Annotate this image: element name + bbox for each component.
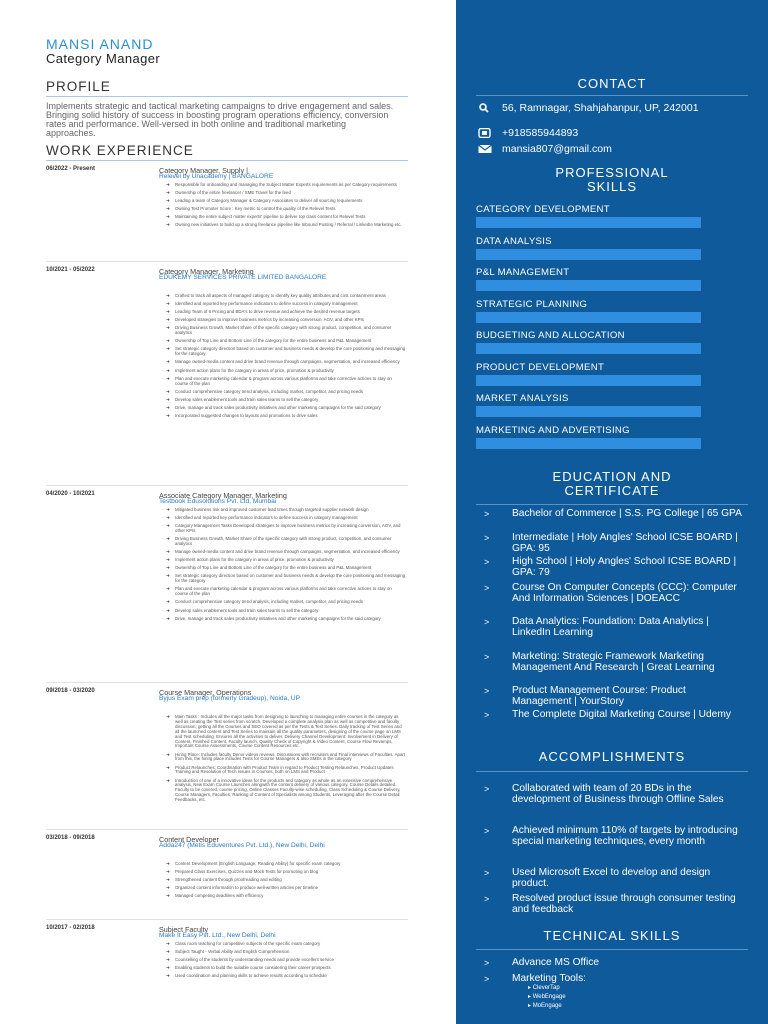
bullet-arrow-icon: ➜ [166, 375, 170, 381]
education-text: High School | Holy Angles' School ICSE BOARD | GPA: 79 [512, 556, 737, 578]
bullet-text: Maintaining the entire subject matter experts' pipeline to deliver top class content for Relevel Tests [175, 214, 366, 220]
bullet-text: Prepared Class Exercises, Quizzes and Mock Tests for promoting on blog [175, 869, 319, 875]
bullet-text: Set strategic category direction based on customer and business needs & develop the core positioning and messaging for the category [175, 573, 406, 584]
bullet-text: Identified and reported key performance indicators to define success in category management [175, 301, 358, 307]
job-bullets [166, 294, 406, 422]
job-bullets [166, 508, 406, 625]
bullet-text: Mitigated business risk and improved customer lead times through targeted supplier network design [175, 507, 369, 512]
chevron-right-icon: > [484, 557, 490, 567]
bullet-text: Category Management Tasks Developed strategies to improve business metrics by increasing conversion, AOV, and other KPIs [175, 523, 401, 534]
bullet-arrow-icon: ➜ [166, 549, 170, 555]
phone-text[interactable]: +918585944893 [502, 127, 579, 139]
bullet-text: Develop sales enablement tools and train sales teams to sell the category [175, 607, 319, 613]
marketing-tool-text: CleverTap [532, 985, 560, 991]
skill-bar-fill [476, 217, 701, 228]
education-text: Marketing: Strategic Framework Marketing Management And Research | Great Learning [512, 651, 715, 673]
job-separator [46, 682, 408, 683]
job-bullet [166, 414, 406, 419]
skill-label: MARKETING AND ADVERTISING [476, 424, 630, 436]
accomplishment-text: Used Microsoft Excel to develop and design product. [512, 867, 711, 889]
job-bullet [166, 302, 406, 307]
bullet-arrow-icon: ➜ [166, 182, 170, 187]
skill-bar-fill [476, 406, 701, 417]
bullet-arrow-icon: ➜ [166, 412, 170, 418]
job-separator [46, 919, 408, 920]
bullet-text: Drive, manage and track sales productivity initiatives and other marketing campaigns for the said category [175, 404, 381, 410]
education-text: Course On Computer Concepts (CCC): Computer And Information Sciences | DOEACC [512, 582, 737, 604]
bullet-text: Main Tasks : Includes all the major tasks from designing to launching to managing entire courses in the category as well as creating the Test series from scratch. Developed a complete analysis plan as well as competitive and faculty discussion; getting all the Courses and SEO covered as per the Tests & Test Series. Daily tracking of Test Series and all the launched content and Test Series to maintain all the quality parameters, designing of the course page on LMS and Test scheduling. Ensures all the activities to deliver. Delivery Channel Development: Involvement in Delivery of Content, Finished Content, Faculty launch, Quality Check of Copyright & Video Content, Course Flow Revamps, Important Course Assessments, Course Content Resources etc. [175, 714, 402, 749]
job-bullet [166, 942, 406, 947]
sidebar [456, 0, 768, 1024]
skill-label: P&L MANAGEMENT [476, 267, 570, 278]
bullet-text: Content Development (English Language, Reading Ability) for specific exam category [175, 861, 341, 866]
chevron-right-icon: > [484, 784, 490, 794]
bullet-arrow-icon: ➜ [166, 764, 170, 770]
bullet-text: Used coordination and planning skills to achieve results according to schedule [175, 973, 327, 979]
technical-skill-text: Marketing Tools: [512, 973, 586, 984]
accomplishment-text: Resolved product issue through consumer testing and feedback [512, 893, 736, 915]
job-bullet [166, 609, 406, 614]
bullet-arrow-icon: ➜ [166, 367, 170, 373]
contact-heading: CONTACT [577, 76, 647, 91]
bullet-text: Leading a team of Category Manager & Category Associates to deliver all sourcing requirements [175, 198, 363, 204]
bullet-arrow-icon: ➜ [166, 714, 170, 719]
skill-bar-track [476, 217, 701, 228]
job-company: Relevel by Unacademy | BANGALORE [159, 173, 274, 180]
job-bullet [166, 862, 406, 867]
bullet-text: Ownership of the entire freelancer / SME Travel for the feed [175, 190, 291, 196]
job-bullet [166, 326, 406, 336]
skill-bar-fill [476, 438, 701, 449]
bullet-text: Leading Team of 6 Pricing and BDA's to drive revenue and achieve the desired revenue targets [175, 309, 360, 315]
bullet-text: Organized content information to produce well-written articles per timeline [175, 885, 319, 891]
bullet-arrow-icon: ➜ [166, 607, 170, 613]
technical-skills-heading: TECHNICAL SKILLS [543, 928, 681, 943]
job-bullet [166, 508, 406, 513]
bullet-arrow-icon: ➜ [166, 214, 170, 220]
bullet-text: Implement action plans for the category in areas of price, promotion & productivity [175, 367, 334, 373]
technical-skills-divider [476, 949, 748, 950]
bullet-arrow-icon: ➜ [166, 861, 170, 866]
bullet-arrow-icon: ➜ [166, 893, 170, 899]
education-heading [456, 470, 768, 498]
job-bullet [166, 870, 406, 875]
bullet-text: Manage owned-media content and drive brand revenue through campaigns, segmentation, and increased efficiency [175, 359, 400, 365]
bullet-arrow-icon: ➜ [166, 346, 170, 352]
job-title: Category Manager, Supply | [159, 166, 248, 175]
job-bullet [166, 779, 406, 804]
bullet-text: Introduction of one of a innovative ideas for the products and category as whole as an extensive comprehensive analysis, New Exam Course Launches alongwith the content delivery of various category. Course Details detailed. Faculty to be covered, course pricing, Online Classes Faculty-wise scheduling, Class Scheduling & Course Delivery, Course Managers, Faculties, Ranking of Content of Specialists among Students, Leveraging after the Course Detail Feedbacks, etc. [175, 777, 401, 803]
bullet-dot-icon: ▸ [528, 1003, 533, 1009]
job-bullet [166, 398, 406, 403]
bullet-arrow-icon: ➜ [166, 573, 170, 579]
job-company: EDUKEMY SERVICES PRIVATE LIMITED BANGALORE [159, 274, 327, 281]
job-bullet [166, 183, 406, 188]
bullet-text: Class room teaching for competitive subjects of the specific exam category [175, 941, 321, 946]
job-title: Course Manager, Operations [159, 688, 252, 697]
job-bullet [166, 715, 406, 749]
bullet-text: Set strategic category direction based on customer and business needs & develop the core positioning and messaging for the category [175, 346, 406, 357]
job-bullet [166, 550, 406, 555]
job-bullet [166, 537, 406, 547]
skill-bar-track [476, 343, 701, 354]
candidate-role: Category Manager [46, 51, 161, 66]
bullet-arrow-icon: ➜ [166, 359, 170, 365]
job-title: Subject Faculty [159, 925, 209, 934]
chevron-right-icon: > [484, 533, 490, 543]
job-bullet [166, 574, 406, 584]
bullet-text: Conduct comprehensive category trend analysis, including market, competitor, and pricing needs [175, 388, 363, 394]
chevron-right-icon: > [484, 583, 490, 593]
job-bullet [166, 347, 406, 357]
job-bullet [166, 878, 406, 883]
job-separator [46, 261, 408, 262]
job-company: Byjus Exam prep (formerly Gradeup), Noida, UP [159, 695, 301, 702]
job-bullets [166, 942, 406, 982]
bullet-text: Owning Test Promoter Score : Key metric to control the quality of the Relevel Tests [175, 206, 336, 212]
job-bullet [166, 369, 406, 374]
job-bullet [166, 966, 406, 971]
bullet-dot-icon: ▸ [528, 985, 533, 991]
bullet-text: Incorporated suggested changes to layouts and promotions to drive sales [175, 412, 318, 418]
job-separator [46, 829, 408, 830]
bullet-text: Driving Business Growth, Market Share of the specific category with strong product, competition, and consumer analytics [175, 536, 392, 547]
bullet-arrow-icon: ➜ [166, 396, 170, 402]
bullet-arrow-icon: ➜ [166, 949, 170, 955]
bullet-arrow-icon: ➜ [166, 317, 170, 323]
bullet-text: Enabling students to build the suitable course considering their career prospects [175, 965, 331, 971]
job-bullet [166, 207, 406, 212]
bullet-text: Managed competing deadlines with efficiency [175, 893, 264, 899]
job-bullets [166, 715, 406, 806]
job-dates: 10/2021 - 05/2022 [46, 267, 95, 273]
bullet-arrow-icon: ➜ [166, 507, 170, 512]
work-experience-divider [46, 160, 408, 161]
skill-label: DATA ANALYSIS [476, 235, 552, 247]
bullet-arrow-icon: ➜ [166, 957, 170, 963]
bullet-arrow-icon: ➜ [166, 777, 170, 783]
job-bullet [166, 360, 406, 365]
bullet-text: Manage owned-media content and drive brand revenue through campaigns, segmentation, and increased efficiency [175, 549, 400, 555]
chevron-right-icon: > [484, 958, 490, 968]
chevron-right-icon: > [484, 686, 490, 696]
skill-label: BUDGETING AND ALLOCATION [476, 330, 625, 341]
bullet-arrow-icon: ➜ [166, 301, 170, 307]
bullet-arrow-icon: ➜ [166, 338, 170, 344]
bullet-arrow-icon: ➜ [166, 565, 170, 571]
education-text: Product Management Course: Product Management | YourStory [512, 685, 686, 707]
education-text: Bachelor of Commerce | S.S. PG College | 65 GPA [512, 508, 742, 519]
bullet-arrow-icon: ➜ [166, 941, 170, 946]
bullet-arrow-icon: ➜ [166, 536, 170, 542]
job-bullet [166, 294, 406, 299]
job-bullet [166, 894, 406, 899]
skill-bar-fill [476, 312, 701, 323]
bullet-dot-icon: ▸ [528, 994, 533, 1000]
skill-bar-track [476, 406, 701, 417]
job-bullets [166, 862, 406, 902]
professional-skills-title: PROFESSIONAL SKILLS [555, 165, 669, 194]
bullet-arrow-icon: ➜ [166, 885, 170, 891]
accomplishment-text: Collaborated with team of 20 BDs in the development of Business through Offline Sales [512, 783, 724, 805]
skill-label: STRATEGIC PLANNING [476, 298, 588, 310]
job-bullet [166, 617, 406, 622]
skill-label: MARKET ANALYSIS [476, 393, 569, 404]
job-bullet [166, 199, 406, 204]
bullet-arrow-icon: ➜ [166, 190, 170, 196]
marketing-tool-item [528, 984, 560, 991]
bullet-text: Subject Taught - Verbal Ability and English Comprehension [175, 949, 290, 955]
job-bullet [166, 318, 406, 323]
technical-skill-text: Advance MS Office [512, 957, 600, 968]
job-bullet [166, 974, 406, 979]
email-icon [478, 144, 492, 154]
job-bullet [166, 587, 406, 597]
skill-bar-track [476, 280, 701, 291]
bullet-arrow-icon: ➜ [166, 325, 170, 331]
job-dates: 10/2017 - 02/2018 [46, 925, 95, 931]
job-title: Category Manager, Marketing [159, 267, 254, 276]
bullet-text: Identified and reported key performance indicators to define success in category management [175, 515, 358, 521]
skill-label: PRODUCT DEVELOPMENT [476, 361, 605, 373]
job-bullet [166, 958, 406, 963]
skill-bar-track [476, 312, 701, 323]
profile-divider [46, 96, 408, 97]
job-bullet [166, 950, 406, 955]
bullet-text: Ownership of Top Line and Bottom Line of the category for the entire business and P&L Management [175, 565, 372, 571]
bullet-text: Conduct comprehensive category trend analysis, including market, competitor, and pricing needs [175, 599, 363, 605]
chevron-right-icon: > [484, 826, 490, 836]
bullet-text: Strengthened content through proofreading and editing [175, 877, 282, 883]
bullet-arrow-icon: ➜ [166, 309, 170, 315]
bullet-text: Plan and execute marketing calendar & program across various platforms and take corrective actions to stay on course of the plan [175, 375, 392, 386]
bullet-arrow-icon: ➜ [166, 965, 170, 971]
chevron-right-icon: > [484, 617, 490, 627]
chevron-right-icon: > [484, 509, 490, 519]
profile-heading: PROFILE [46, 79, 111, 94]
education-text: Data Analytics: Foundation: Data Analytics | LinkedIn Learning [512, 616, 709, 638]
marketing-tool-text: WebEngage [532, 994, 566, 1000]
skill-bar-track [476, 249, 701, 260]
bullet-arrow-icon: ➜ [166, 586, 170, 592]
bullet-arrow-icon: ➜ [166, 877, 170, 883]
skill-bar-fill [476, 280, 701, 291]
job-title: Associate Category Manager, Marketing [159, 491, 287, 500]
accomplishments-heading: ACCOMPLISHMENTS [538, 749, 686, 764]
job-bullet [166, 566, 406, 571]
bullet-text: Hiring Place: Includes faculty Demo videos reviews, Discussions with recruiters and Final interviews of Faculties. Apart from this, the hiring place includes Tests for Course Managers & also SMEs in the category [175, 751, 406, 762]
bullet-arrow-icon: ➜ [166, 388, 170, 394]
bullet-arrow-icon: ➜ [166, 869, 170, 875]
skill-label: CATEGORY DEVELOPMENT [476, 204, 610, 215]
education-text: The Complete Digital Marketing Course | Udemy [512, 709, 731, 720]
job-separator [46, 485, 408, 486]
job-bullet [166, 766, 406, 776]
marketing-tool-text: MoEngage [532, 1003, 562, 1009]
job-bullet [166, 377, 406, 387]
skill-bar-fill [476, 249, 701, 260]
bullet-arrow-icon: ➜ [166, 599, 170, 605]
skill-bar-fill [476, 343, 701, 354]
location-search-icon [478, 103, 492, 113]
chevron-right-icon: > [484, 894, 490, 904]
bullet-arrow-icon: ➜ [166, 615, 170, 621]
bullet-arrow-icon: ➜ [166, 404, 170, 410]
job-bullet [166, 516, 406, 521]
accomplishment-text: Achieved minimum 110% of targets by introducing special marketing techniques, every month [512, 825, 738, 847]
bullet-text: Responsible for onboarding and managing the Subject Matter Experts requirements as per Category requirements [175, 182, 397, 187]
skill-bar-track [476, 438, 701, 449]
job-bullet [166, 753, 406, 763]
job-company: Make It Easy Pvt. Ltd., New Delhi, Delhi [159, 932, 276, 939]
job-dates: 06/2022 - Present [46, 166, 96, 172]
marketing-tool-item [528, 1002, 562, 1009]
job-bullet [166, 390, 406, 395]
skill-bar-track [476, 375, 701, 386]
skill-bar-fill [476, 375, 701, 386]
job-bullet [166, 339, 406, 344]
email-text[interactable]: mansia807@gmail.com [502, 143, 612, 155]
education-text: Intermediate | Holy Angles' School ICSE BOARD | GPA: 95 [512, 532, 738, 554]
bullet-text: Developed strategies to improve business metrics by increasing conversion, AOV, and other KPIs [175, 317, 364, 323]
job-bullet [166, 558, 406, 563]
bullet-text: Implement action plans for the category in areas of price, promotion & productivity [175, 557, 334, 563]
bullet-arrow-icon: ➜ [166, 523, 170, 529]
bullet-text: Ownership of Top Line and Bottom Line of the category for the entire business and P&L Management [175, 338, 372, 344]
job-bullet [166, 223, 406, 228]
bullet-text: Owning new initiatives to build up a strong freelance pipeline like Inbound Posting / Referral / LinkedIn Marketing etc. [175, 222, 402, 228]
bullet-arrow-icon: ➜ [166, 973, 170, 979]
profile-summary: Implements strategic and tactical marketing campaigns to drive engagement and sales. Bringing solid history of success in boosting program operations efficiency, conversion rates and performance. Well-versed in both online and traditional marketing approaches. [46, 101, 394, 138]
job-company: Testbook Edusolutions Pvt. Ltd, Mumbai [159, 498, 277, 505]
job-bullet [166, 524, 406, 534]
job-bullets [166, 183, 406, 232]
job-bullet [166, 215, 406, 220]
bullet-arrow-icon: ➜ [166, 206, 170, 212]
job-company: Adda247 (Metis Eduventures Pvt. Ltd.), New Delhi, Delhi [159, 842, 325, 849]
contact-divider [476, 95, 748, 96]
work-experience-heading: WORK EXPERIENCE [46, 143, 194, 158]
bullet-text: Crafted to track all aspects of managed category to identify key quality attributes and cost containment areas [175, 293, 386, 298]
bullet-text: Product Relaunches: Coordination with Product Team in regard to Product Testing Relaunches, Product Updates Training and Resolution of Tech Issues in Courses, both on LMS and Product [175, 764, 394, 775]
bullet-arrow-icon: ➜ [166, 198, 170, 204]
professional-skills-heading [456, 166, 768, 194]
job-bullet [166, 310, 406, 315]
address-text: 56, Ramnagar, Shahjahanpur, UP, 242001 [502, 102, 699, 114]
marketing-tool-item [528, 993, 566, 1000]
job-bullet [166, 886, 406, 891]
bullet-arrow-icon: ➜ [166, 515, 170, 521]
job-dates: 09/2018 - 03/2020 [46, 688, 95, 694]
accomplishments-divider [476, 771, 748, 772]
chevron-right-icon: > [484, 974, 490, 984]
bullet-text: Driving Business Growth, Market Share of the specific category with strong product, competition, and consumer analytics [175, 325, 392, 336]
bullet-text: Counselling of the students by understanding needs and provide excellent service [175, 957, 334, 963]
job-bullet [166, 406, 406, 411]
candidate-name: MANSI ANAND [46, 36, 154, 52]
job-title: Content Developer [159, 835, 219, 844]
chevron-right-icon: > [484, 652, 490, 662]
bullet-arrow-icon: ➜ [166, 222, 170, 228]
bullet-text: Plan and execute marketing calendar & program across various platforms and take corrective actions to stay on course of the plan [175, 586, 392, 597]
bullet-arrow-icon: ➜ [166, 557, 170, 563]
job-bullet [166, 191, 406, 196]
phone-icon [478, 128, 492, 138]
bullet-text: Drive, manage and track sales productivity initiatives and other marketing campaigns for the said category [175, 615, 381, 621]
job-dates: 03/2018 - 09/2018 [46, 835, 95, 841]
bullet-text: Develop sales enablement tools and train sales teams to sell the category [175, 396, 319, 402]
education-title: EDUCATION AND CERTIFICATE [552, 469, 672, 498]
bullet-arrow-icon: ➜ [166, 751, 170, 757]
contact-address [478, 103, 748, 125]
chevron-right-icon: > [484, 868, 490, 878]
education-divider [476, 504, 748, 505]
job-bullet [166, 600, 406, 605]
chevron-right-icon: > [484, 710, 490, 720]
job-dates: 04/2020 - 10/2021 [46, 491, 95, 497]
bullet-arrow-icon: ➜ [166, 293, 170, 298]
